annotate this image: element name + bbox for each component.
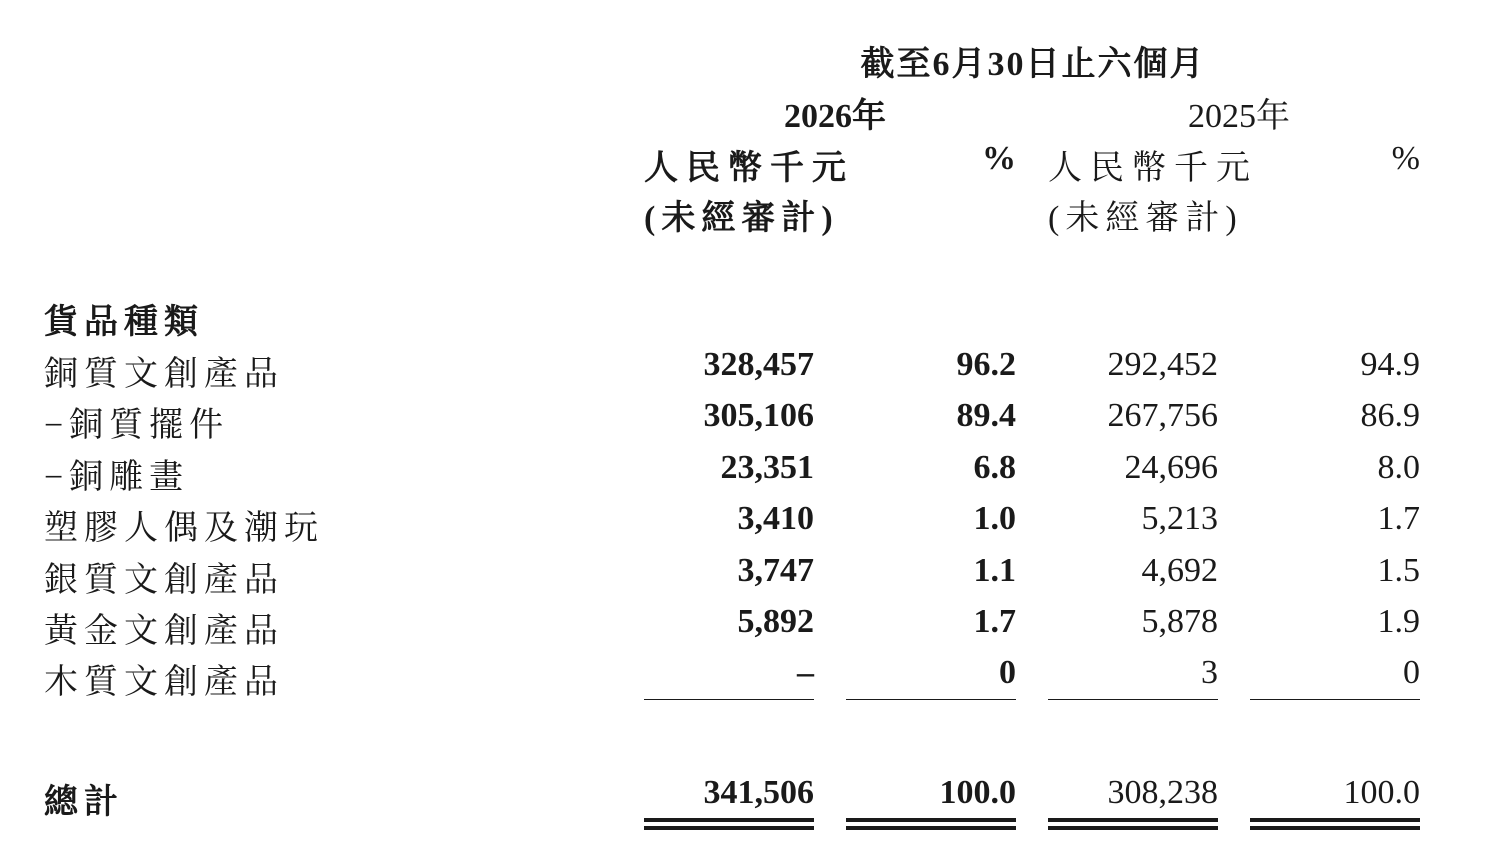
percent-2026: 1.0 bbox=[973, 500, 1016, 537]
value-2026: 5,892 bbox=[737, 603, 814, 640]
total-label: 總計 bbox=[44, 784, 124, 821]
percent-2026: 96.2 bbox=[956, 346, 1016, 383]
percent-2026: 6.8 bbox=[973, 449, 1016, 486]
total-double-rule bbox=[846, 818, 1016, 830]
total-percent-2026: 100.0 bbox=[939, 774, 1016, 811]
value-2025: 5,213 bbox=[1141, 500, 1218, 537]
percent-2025: 8.0 bbox=[1377, 449, 1420, 486]
subtotal-rule bbox=[1250, 699, 1420, 700]
row-label: −銅雕畫 bbox=[44, 459, 190, 496]
total-value-2025: 308,238 bbox=[1107, 774, 1218, 811]
unaudited-2026-note: (未經審計) bbox=[644, 200, 839, 237]
currency-2025-heading: 人民幣千元 bbox=[1048, 150, 1258, 187]
row-label: 木質文創產品 bbox=[44, 664, 284, 701]
currency-2026-heading: 人民幣千元 bbox=[644, 150, 854, 187]
value-2025: 292,452 bbox=[1107, 346, 1218, 383]
subtotal-rule bbox=[644, 699, 814, 700]
value-2026: 3,747 bbox=[737, 552, 814, 589]
percent-2026: 1.1 bbox=[973, 552, 1016, 589]
percent-2025: 1.5 bbox=[1377, 552, 1420, 589]
value-2025: 24,696 bbox=[1124, 449, 1218, 486]
subtotal-rule bbox=[1048, 699, 1218, 700]
percent-2025: 86.9 bbox=[1360, 397, 1420, 434]
percent-2025: 1.7 bbox=[1377, 500, 1420, 537]
percent-2025: 1.9 bbox=[1377, 603, 1420, 640]
value-2026: – bbox=[797, 654, 814, 691]
row-label: 銀質文創產品 bbox=[44, 562, 284, 599]
subtotal-rule bbox=[846, 699, 1016, 700]
value-2026: 328,457 bbox=[703, 346, 814, 383]
total-percent-2025: 100.0 bbox=[1343, 774, 1420, 811]
row-label: 銅質文創產品 bbox=[44, 356, 284, 393]
total-double-rule bbox=[1250, 818, 1420, 830]
year-2026-heading: 2026年 bbox=[784, 98, 886, 135]
value-2025: 267,756 bbox=[1107, 397, 1218, 434]
value-2026: 305,106 bbox=[703, 397, 814, 434]
value-2025: 4,692 bbox=[1141, 552, 1218, 589]
total-double-rule bbox=[644, 818, 814, 830]
year-2025-heading: 2025年 bbox=[1188, 98, 1290, 135]
value-2025: 5,878 bbox=[1141, 603, 1218, 640]
value-2025: 3 bbox=[1201, 654, 1218, 691]
value-2026: 23,351 bbox=[720, 449, 814, 486]
total-value-2026: 341,506 bbox=[703, 774, 814, 811]
value-2026: 3,410 bbox=[737, 500, 814, 537]
row-label: 黃金文創產品 bbox=[44, 613, 284, 650]
unaudited-2025-note: (未經審計) bbox=[1048, 200, 1243, 237]
percent-2025: 94.9 bbox=[1360, 346, 1420, 383]
row-label: −銅質擺件 bbox=[44, 407, 230, 444]
percent-2026: 0 bbox=[999, 654, 1016, 691]
period-heading: 截至6月30日止六個月 bbox=[860, 46, 1206, 83]
percent-2025: 0 bbox=[1403, 654, 1420, 691]
percent-2026: 89.4 bbox=[956, 397, 1016, 434]
section-title: 貨品種類 bbox=[44, 304, 204, 341]
percent-2026: 1.7 bbox=[973, 603, 1016, 640]
percent-2025-heading: % bbox=[1391, 140, 1420, 177]
row-label: 塑膠人偶及潮玩 bbox=[44, 510, 324, 547]
total-double-rule bbox=[1048, 818, 1218, 830]
percent-2026-heading: % bbox=[982, 140, 1016, 177]
